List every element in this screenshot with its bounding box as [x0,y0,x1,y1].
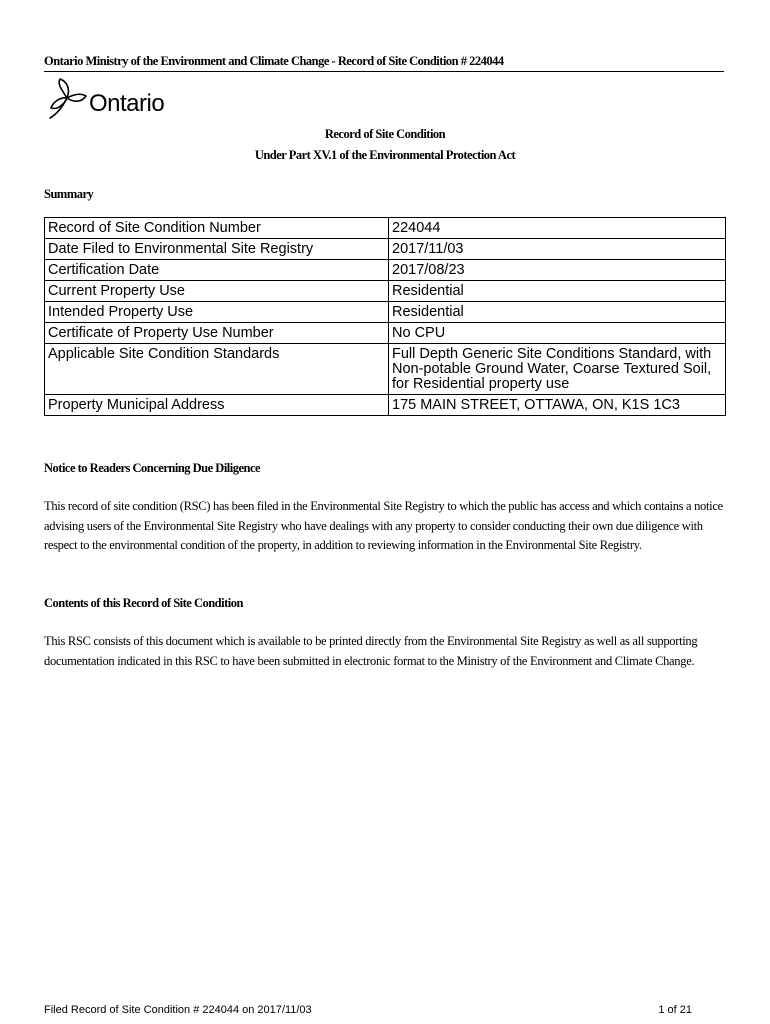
row-value: Full Depth Generic Site Conditions Standard, with Non-potable Ground Water, Coarse Textured Soil, for Residential property use [389,344,726,395]
row-label: Record of Site Condition Number [45,218,389,239]
table-row [45,344,726,395]
row-value: 2017/08/23 [389,260,726,281]
contents-paragraph: This RSC consists of this document which is available to be printed directly from the Environmental Site Registry as well as all supporting documentation indicated in this RSC to have been submitted in electronic format to the Ministry of the Environment and Climate Change. [44,634,698,668]
table-row [45,281,726,302]
row-label: Certificate of Property Use Number [45,323,389,344]
table-row [45,239,726,260]
row-value: Residential [389,281,726,302]
footer-filed-note: Filed Record of Site Condition # 224044 on 2017/11/03 [44,1004,312,1016]
row-value: No CPU [389,323,726,344]
page-number: 1 of 21 [658,1004,692,1016]
contents-heading: Contents of this Record of Site Condition [44,596,243,610]
ontario-logo [47,78,177,120]
table-row [45,260,726,281]
document-subtitle: Under Part XV.1 of the Environmental Protection Act [254,148,516,162]
document-title: Record of Site Condition [324,127,446,141]
row-label: Date Filed to Environmental Site Registry [45,239,389,260]
row-label: Certification Date [45,260,389,281]
row-label: Property Municipal Address [45,395,389,416]
notice-paragraph: This record of site condition (RSC) has been filed in the Environmental Site Registry to which the public has access and which contains a notice advising users of the Environmental Site Registry who have dealings with any property to consider conducting their own due diligence with respect to the environmental condition of the property, in addition to reviewing information in the Environmental Site Registry. [44,499,723,553]
notice-heading: Notice to Readers Concerning Due Diligence [44,461,261,475]
row-label: Applicable Site Condition Standards [45,344,389,395]
trillium-icon [47,78,87,120]
row-value: 2017/11/03 [389,239,726,260]
logo-wordmark: Ontario [89,90,165,117]
page-header: Ontario Ministry of the Environment and Climate Change - Record of Site Condition # 224044 [44,54,724,72]
row-value: 175 MAIN STREET, OTTAWA, ON, K1S 1C3 [389,395,726,416]
row-label: Intended Property Use [45,302,389,323]
table-row [45,395,726,416]
summary-table [44,217,726,416]
table-row [45,323,726,344]
row-label: Current Property Use [45,281,389,302]
summary-heading: Summary [44,187,94,201]
row-value: Residential [389,302,726,323]
row-value: 224044 [389,218,726,239]
table-row [45,218,726,239]
table-row [45,302,726,323]
